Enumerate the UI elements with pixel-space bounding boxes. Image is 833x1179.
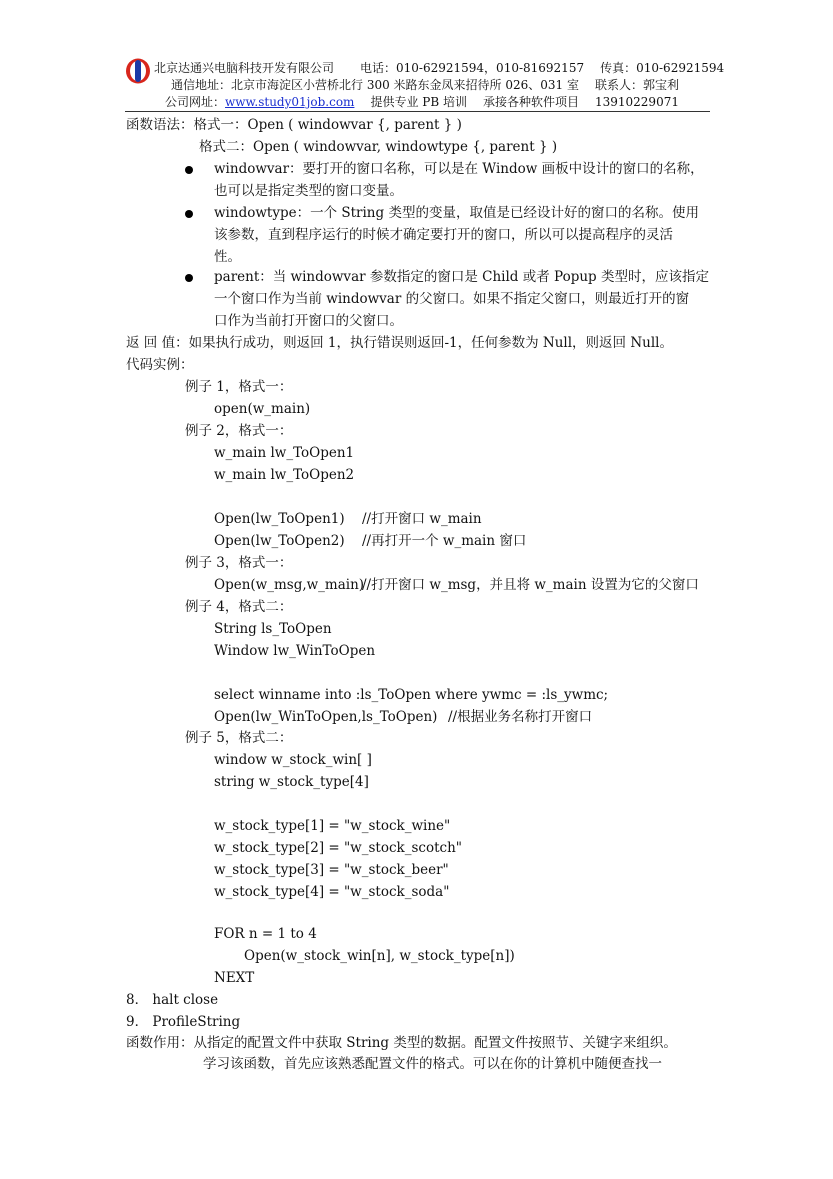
bullet-1-line-1: windowvar：要打开的窗口名称，可以是在 Window 画板中设计的窗口的名称， [214,161,704,177]
website-label: 公司网址： [165,95,226,109]
purpose-line-1 [126,1034,677,1052]
example-1-label: 例子 1，格式一： [185,379,293,395]
header-line-3 [165,94,679,110]
syntax-label: 函数语法： [126,117,194,133]
example-5-label: 例子 5，格式二： [185,730,293,746]
code-line: w_stock_type[3] = "w_stock_beer" [214,862,449,878]
code-line: string w_stock_type[4] [214,774,369,790]
projects-text: 承接各种软件项目 [482,95,579,109]
address: 通信地址：北京市海淀区小营桥北行 300 米路东金凤来招待所 026、031 室 [171,78,579,92]
syntax-line-1 [126,116,462,134]
training-text: 提供专业 PB 培训 [370,95,467,109]
bullet-icon [185,274,193,282]
example-3-label: 例子 3，格式一： [185,555,293,571]
code-line: select winname into :ls_ToOpen where ywmc = :ls_ywmc; [214,687,609,703]
code-line: w_stock_type[1] = "w_stock_wine" [214,818,451,834]
mobile-number: 13910229071 [594,95,679,109]
header-line-1 [154,60,724,76]
purpose-label: 函数作用： [126,1035,194,1051]
section-item-8: 8． halt close [126,992,219,1008]
company-name: 北京达通兴电脑科技开发有限公司 [154,61,335,75]
letterhead [125,56,725,112]
bullet-icon [185,166,193,174]
example-4-label: 例子 4，格式二： [185,599,293,615]
bullet-2-line-2: 该参数，直到程序运行的时候才确定要打开的窗口，所以可以提高程序的灵活 [214,227,673,243]
section-item-9: 9． ProfileString [126,1014,241,1030]
bullet-1-line-2: 也可以是指定类型的窗口变量。 [214,183,403,199]
code-line: w_stock_type[4] = "w_stock_soda" [214,884,450,900]
code-line: NEXT [214,970,255,986]
code-comment: //再打开一个 w_main 窗口 [362,533,527,549]
header-line-2 [171,77,679,93]
code-line: Open(lw_ToOpen1) [214,511,345,527]
bullet-3-line-2: 一个窗口作为当前 windowvar 的父窗口。如果不指定父窗口，则最近打开的窗 [214,291,690,307]
syntax-format-1: 格式一：Open ( windowvar {, parent } ) [193,117,462,133]
code-line: w_stock_type[2] = "w_stock_scotch" [214,840,462,856]
code-line: open(w_main) [214,401,311,417]
code-line: Open(w_msg,w_main) [214,577,365,593]
code-line: w_main lw_ToOpen1 [214,445,355,461]
example-2-label: 例子 2，格式一： [185,423,293,439]
return-value-line [126,334,673,352]
code-line: Open(lw_ToOpen2) [214,533,345,549]
phone-numbers: 电话：010-62921594，010-81692157 [360,61,585,75]
code-comment: //打开窗口 w_msg，并且将 w_main 设置为它的父窗口 [362,577,699,593]
website-link[interactable]: www.study01job.com [225,95,355,109]
bullet-2-line-3: 性。 [214,249,241,265]
bullet-icon [185,210,193,218]
bullet-2-line-1: windowtype：一个 String 类型的变量，取值是已经设计好的窗口的名称。使用 [214,205,699,221]
code-line: FOR n = 1 to 4 [214,926,317,942]
code-comment: //根据业务名称打开窗口 [448,709,593,725]
fax-number: 传真：010-62921594 [600,61,725,75]
header-divider [125,111,710,112]
code-line: String ls_ToOpen [214,621,332,637]
code-line: window w_stock_win[ ] [214,752,372,768]
company-logo-icon [125,58,151,84]
purpose-text-2: 学习该函数，首先应该熟悉配置文件的格式。可以在你的计算机中随便查找一 [203,1056,662,1072]
bullet-3-line-3: 口作为当前打开窗口的父窗口。 [214,313,403,329]
examples-label: 代码实例： [126,357,194,373]
code-comment: //打开窗口 w_main [362,511,482,527]
return-label: 返 回 值： [126,335,189,351]
bullet-3-line-1: parent：当 windowvar 参数指定的窗口是 Child 或者 Popup 类型时，应该指定 [214,269,709,285]
syntax-format-2: 格式二：Open ( windowvar, windowtype {, parent } ) [199,139,558,155]
purpose-text-1: 从指定的配置文件中获取 String 类型的数据。配置文件按照节、关键字来组织。 [193,1035,677,1051]
code-line: Window lw_WinToOpen [214,643,376,659]
return-text: 如果执行成功，则返回 1，执行错误则返回-1，任何参数为 Null，则返回 Null。 [188,335,673,351]
contact-person: 联系人：郭宝利 [594,78,679,92]
code-line: Open(lw_WinToOpen,ls_ToOpen) [214,709,438,725]
code-line: Open(w_stock_win[n], w_stock_type[n]) [244,948,515,964]
code-line: w_main lw_ToOpen2 [214,467,355,483]
